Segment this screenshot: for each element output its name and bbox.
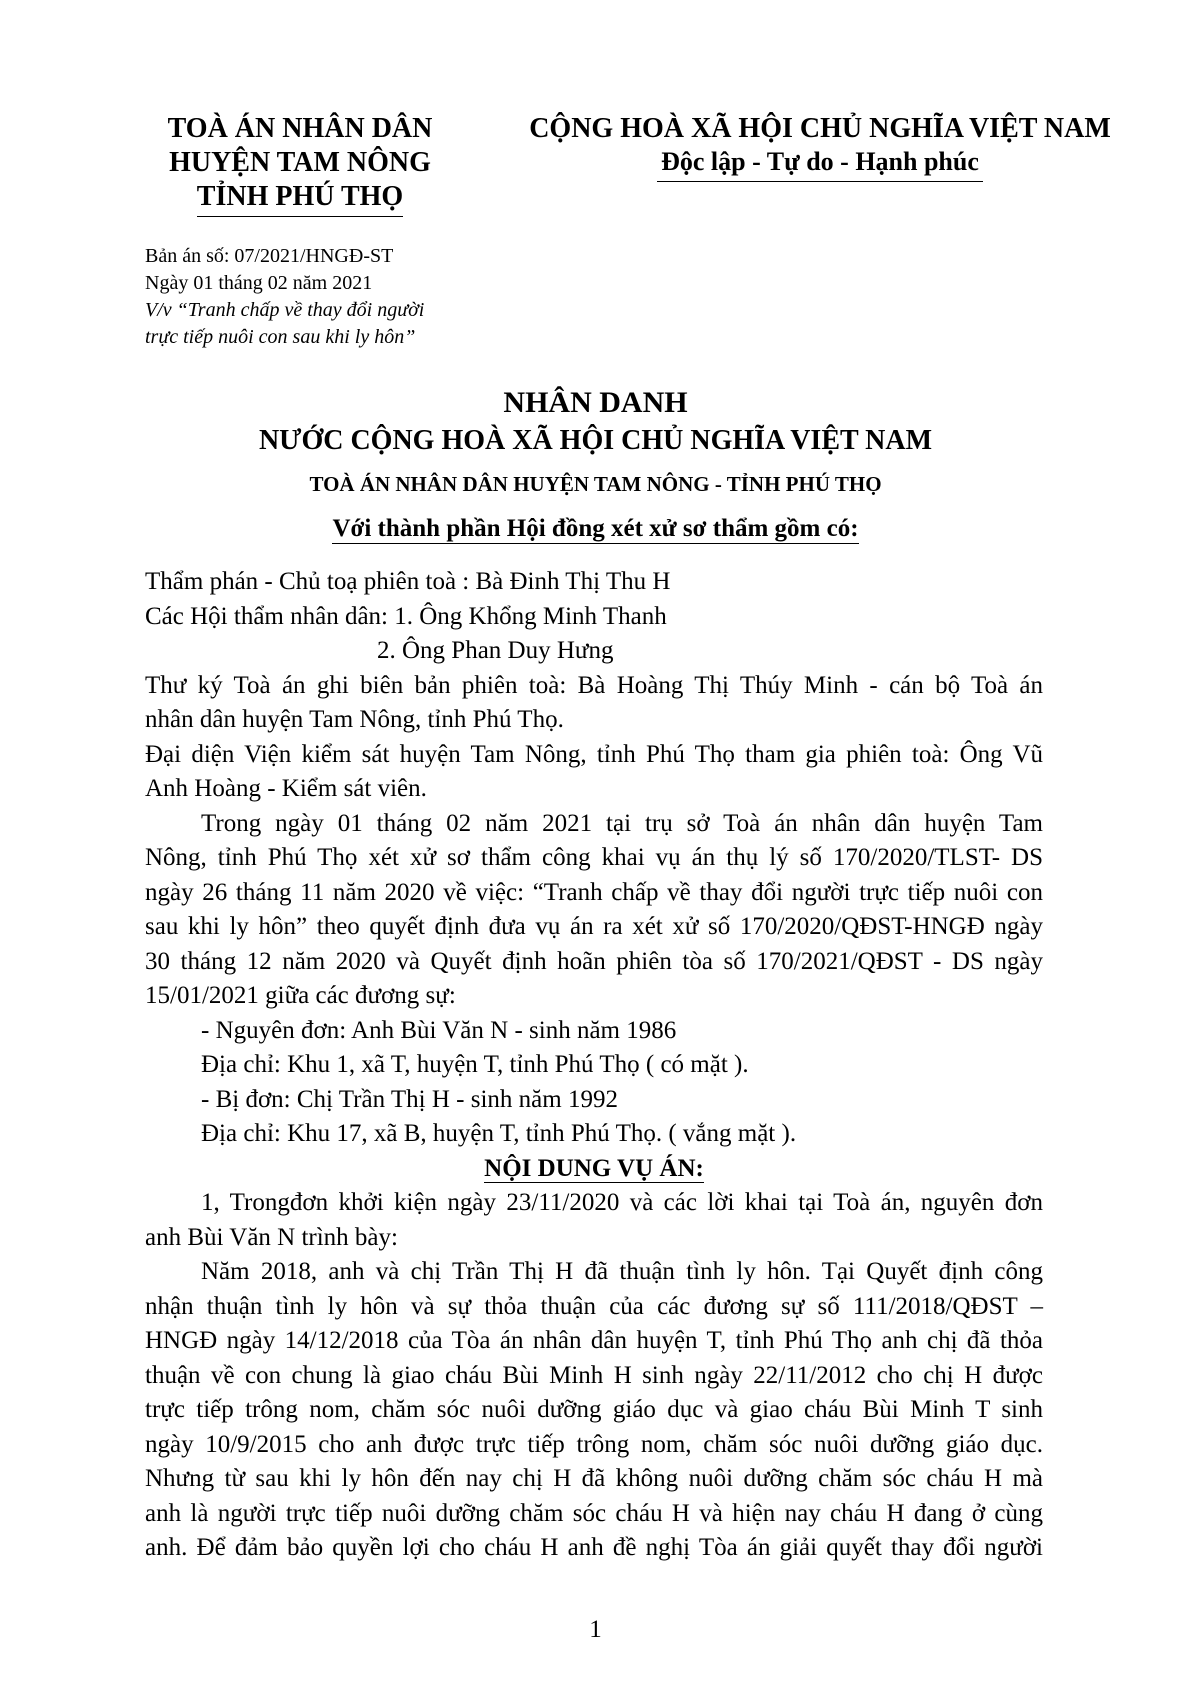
clerk-line2: nhân dân huyện Tam Nông, tỉnh Phú Thọ. [145,706,564,733]
judge-line: Thẩm phán - Chủ toạ phiên toà : Bà Đinh Thị Thu H [145,568,671,595]
panel-heading [0,512,1191,546]
trial-paragraph-line4: sau khi ly hôn” theo quyết định đưa vụ án ra xét xử số 170/2020/QĐST-HNGĐ ngày [145,913,1043,940]
judgment-number: Bản án số: 07/2021/HNGĐ-ST [145,245,394,267]
page-number: 1 [589,1616,602,1643]
defendant-line: - Bị đơn: Chị Trần Thị H - sinh năm 1992 [201,1085,618,1113]
republic-title: NƯỚC CỘNG HOÀ XÃ HỘI CHỦ NGHĨA VIỆT NAM [258,425,933,456]
statement-line2: anh Bùi Văn N trình bày: [145,1223,398,1251]
plaintiff-line: - Nguyên đơn: Anh Bùi Văn N - sinh năm 1986 [201,1016,677,1044]
court-name-line3: TỈNH PHÚ THỌ [197,180,403,217]
trial-paragraph-line3: ngày 26 tháng 11 năm 2020 về việc: “Tranh chấp về thay đổi người trực tiếp nuôi con [145,878,1043,906]
clerk-line1: Thư ký Toà án ghi biên bản phiên toà: Bà Hoàng Thị Thúy Minh - cán bộ Toà án [145,671,1043,699]
case-subject-line2: trực tiếp nuôi con sau khi ly hôn” [145,326,416,348]
court-header [130,112,470,217]
facts-line7: Nhưng từ sau khi ly hôn đến nay chị H đã không nuôi dưỡng chăm sóc cháu H mà [145,1465,1043,1492]
facts-line4: thuận về con chung là giao cháu Bùi Minh H sinh ngày 22/11/2012 cho chị H được [145,1361,1043,1389]
facts-line6: ngày 10/9/2015 cho anh được trực tiếp trông nom, chăm sóc nuôi dưỡng giáo dục. [145,1430,1043,1458]
defendant-address: Địa chỉ: Khu 17, xã B, huyện T, tỉnh Phú Thọ. ( vắng mặt ). [201,1120,797,1147]
case-info [145,243,424,351]
trial-paragraph-line1: Trong ngày 01 tháng 02 năm 2021 tại trụ sở Toà án nhân dân huyện Tam [201,809,1043,837]
facts-line5: trực tiếp trông nom, chăm sóc nuôi dưỡng giáo dục và giao cháu Bùi Minh T sinh [145,1396,1043,1423]
case-subject-line1: V/v “Tranh chấp về thay đổi người [145,299,425,321]
national-motto: Độc lập - Tự do - Hạnh phúc [657,146,983,182]
court-full-title: TOÀ ÁN NHÂN DÂN HUYỆN TAM NÔNG - TỈNH PHÚ THỌ [309,472,882,496]
court-name-line1: TOÀ ÁN NHÂN DÂN [167,113,433,144]
judgment-date: Ngày 01 tháng 02 năm 2021 [145,272,373,294]
trial-paragraph-line5: 30 tháng 12 năm 2020 và Quyết định hoãn phiên tòa số 170/2021/QĐST - DS ngày [145,947,1043,975]
national-header [500,112,1140,182]
document-body [145,565,1043,1566]
section-title [145,1152,1043,1187]
panel-heading-text: Với thành phần Hội đồng xét xử sơ thẩm gồm có: [332,515,859,542]
trial-paragraph-line2: Nông, tỉnh Phú Thọ xét xử sơ thẩm công khai vụ án thụ lý số 170/2020/TLST- DS [145,844,1043,871]
facts-line1: Năm 2018, anh và chị Trần Thị H đã thuận tình ly hôn. Tại Quyết định công [201,1258,1043,1285]
assessor-line2: 2. Ông Phan Duy Hưng [377,637,614,664]
trial-paragraph-line6: 15/01/2021 giữa các đương sự: [145,982,456,1009]
statement-line1: 1, Trongđơn khởi kiện ngày 23/11/2020 và các lời khai tại Toà án, nguyên đơn [201,1189,1043,1216]
in-the-name-title: NHÂN DANH [503,386,688,419]
assessor-line1: Các Hội thẩm nhân dân: 1. Ông Khổng Minh Thanh [145,602,667,630]
facts-line2: nhận thuận tình ly hôn và sự thỏa thuận của các đương sự số 111/2018/QĐST – [145,1292,1043,1320]
facts-line9: anh. Để đảm bảo quyền lợi cho cháu H anh đề nghị Tòa án giải quyết thay đổi người [145,1534,1043,1561]
court-name-line2: HUYỆN TAM NÔNG [169,147,431,178]
procurator-line2: Anh Hoàng - Kiểm sát viên. [145,775,427,802]
facts-line8: anh là người trực tiếp nuôi dưỡng chăm sóc cháu H và hiện nay cháu H đang ở cùng [145,1499,1043,1527]
facts-line3: HNGĐ ngày 14/12/2018 của Tòa án nhân dân huyện T, tỉnh Phú Thọ anh chị đã thỏa [145,1327,1043,1354]
nation-title: CỘNG HOÀ XÃ HỘI CHỦ NGHĨA VIỆT NAM [529,113,1111,144]
procurator-line1: Đại diện Viện kiểm sát huyện Tam Nông, tỉnh Phú Thọ tham gia phiên toà: Ông Vũ [145,740,1043,768]
section-title-text: NỘI DUNG VỤ ÁN: [484,1154,704,1182]
plaintiff-address: Địa chỉ: Khu 1, xã T, huyện T, tỉnh Phú Thọ ( có mặt ). [201,1051,749,1078]
